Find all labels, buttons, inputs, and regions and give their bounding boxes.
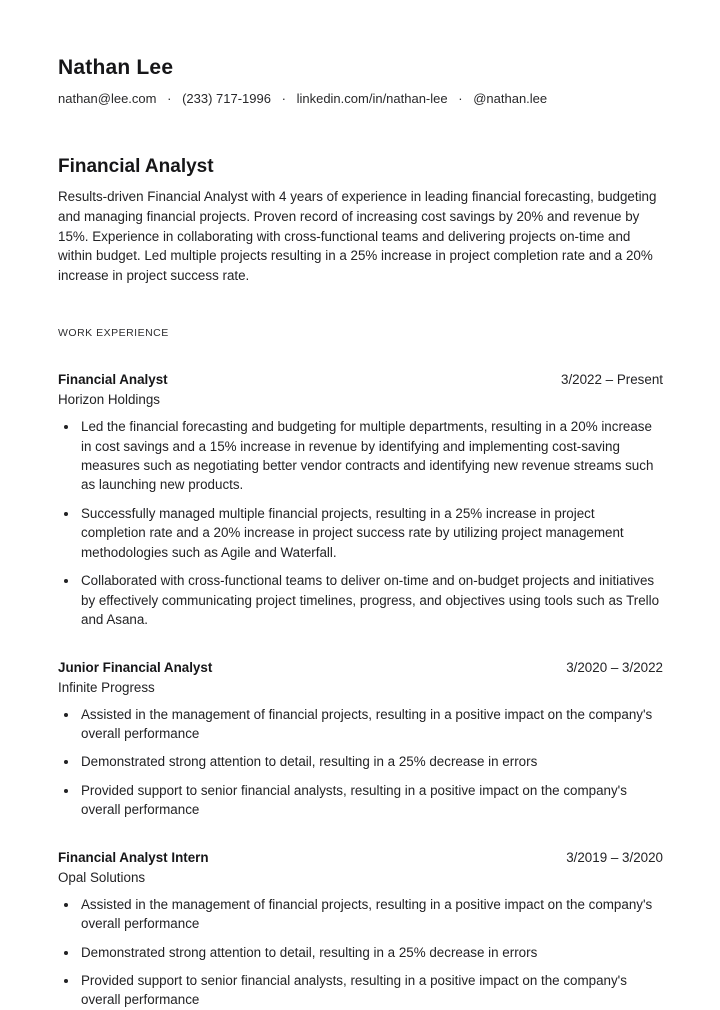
- job-bullet: • Provided support to senior financial analysts, resulting in a positive impact on the company's overall performance: [79, 781, 663, 820]
- job-dates: 3/2020 – 3/2022: [566, 659, 663, 675]
- job-header: [58, 372, 663, 387]
- contact-separator: ·: [281, 91, 286, 106]
- profile-summary: Results-driven Financial Analyst with 4 years of experience in leading financial forecasting, budgeting and managing financial projects. Proven record of increasing cost savings by 20% and revenue by 15%. Experience in collaborating with cross-functional teams and delivering projects on-time and within budget. Led multiple projects resulting in a 25% increase in project completion rate and a 20% increase in project success rate.: [58, 189, 657, 284]
- job-bullet: • Provided support to senior financial analysts, resulting in a positive impact on the company's overall performance: [79, 971, 663, 1010]
- job-title: Financial Analyst: [58, 372, 168, 388]
- contact-phone: (233) 717-1996: [182, 91, 271, 106]
- job-company: Opal Solutions: [58, 869, 146, 885]
- job-bullet: • Successfully managed multiple financial projects, resulting in a 25% increase in project completion rate and a 20% increase in project success rate by utilizing project management methodologies such as Agile and Waterfall.: [79, 504, 663, 562]
- profile-section: [58, 156, 663, 286]
- job-title: Junior Financial Analyst: [58, 659, 213, 675]
- job-entry: [58, 372, 663, 629]
- candidate-name: Nathan Lee: [58, 56, 174, 79]
- contact-email: nathan@lee.com: [58, 91, 157, 106]
- job-bullet: • Collaborated with cross-functional teams to deliver on-time and on-budget projects and initiatives by effectively communicating project timelines, progress, and objectives using tools such as Trello and Asana.: [79, 571, 663, 629]
- job-company: Horizon Holdings: [58, 392, 160, 408]
- profile-title: Financial Analyst: [58, 156, 214, 177]
- job-list: [58, 372, 663, 1010]
- job-entry: [58, 660, 663, 820]
- job-bullet: • Demonstrated strong attention to detail, resulting in a 25% decrease in errors: [79, 943, 663, 962]
- contact-linkedin: linkedin.com/in/nathan-lee: [296, 91, 448, 106]
- job-header: [58, 850, 663, 865]
- work-experience-section: [58, 327, 663, 1010]
- job-bullet-list: [58, 417, 663, 629]
- job-bullet: • Demonstrated strong attention to detail, resulting in a 25% decrease in errors: [79, 752, 663, 771]
- job-bullet-list: [58, 895, 663, 1010]
- resume-header: [58, 56, 663, 106]
- contact-separator: ·: [458, 91, 463, 106]
- job-entry: [58, 850, 663, 1010]
- job-company: Infinite Progress: [58, 679, 155, 695]
- job-bullet: • Led the financial forecasting and budgeting for multiple departments, resulting in a 20% increase in cost savings and a 15% increase in revenue by identifying and implementing cost-saving measures such as negotiating better vendor contracts and identifying new revenue streams such as launching new products.: [79, 417, 663, 495]
- job-header: [58, 660, 663, 675]
- job-title: Financial Analyst Intern: [58, 849, 209, 865]
- job-bullet-list: [58, 705, 663, 820]
- contact-line: [58, 91, 663, 106]
- job-dates: 3/2022 – Present: [561, 372, 663, 388]
- job-bullet: • Assisted in the management of financial projects, resulting in a positive impact on the company's overall performance: [79, 705, 663, 744]
- job-dates: 3/2019 – 3/2020: [566, 849, 663, 865]
- contact-separator: ·: [167, 91, 172, 106]
- contact-handle: @nathan.lee: [473, 91, 548, 106]
- job-bullet: • Assisted in the management of financial projects, resulting in a positive impact on the company's overall performance: [79, 895, 663, 934]
- section-label-work-experience: WORK EXPERIENCE: [58, 327, 169, 340]
